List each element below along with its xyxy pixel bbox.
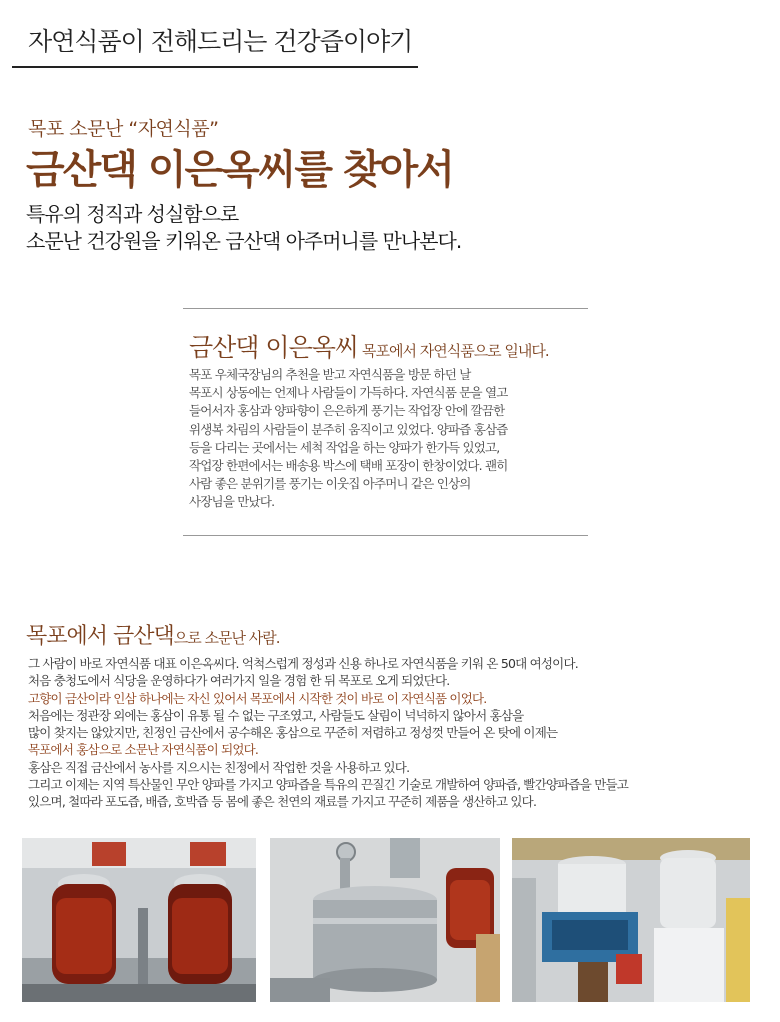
header-divider xyxy=(12,66,418,68)
story-heading xyxy=(26,619,280,650)
profile-body-line: 사람 좋은 분위기를 풍기는 이웃집 아주머니 같은 인상의 xyxy=(189,476,471,492)
story-body-line: 처음 충청도에서 식당을 운영하다가 여러가지 일을 경험 한 뒤 목포로 오게 되었단다. xyxy=(28,673,450,689)
intro-subtitle: 목포 소문난 “자연식품” xyxy=(28,118,219,140)
story-body-line: 그리고 이제는 지역 특산물인 무안 양파를 가지고 양파즙을 특유의 끈질긴 기술로 개발하여 양파즙, 빨간양파즙을 만들고 xyxy=(28,777,629,793)
story-heading-main: 목포에서 금산댁 xyxy=(26,624,174,649)
profile-body-line: 들어서자 홍삼과 양파향이 은은하게 풍기는 작업장 안에 깔끔한 xyxy=(189,403,505,419)
profile-body-line: 위생복 차림의 사람들이 분주히 움직이고 있었다. 양파즙 홍삼즙 xyxy=(189,421,508,437)
profile-body-line: 사장님을 만났다. xyxy=(189,494,275,510)
profile-heading-main: 금산댁 이은옥씨 xyxy=(189,333,358,362)
intro-description xyxy=(26,201,461,255)
photo-steel-extraction-pot xyxy=(270,838,500,1002)
intro-title: 금산댁 이은옥씨를 찾아서 xyxy=(26,147,453,193)
photo-red-ginseng-extractors xyxy=(22,838,256,1002)
photo-extraction-machines xyxy=(512,838,750,1002)
story-body-line: 많이 찾지는 않았지만, 친정인 금산에서 공수해온 홍삼으로 꾸준히 저렴하고 정성껏 만들어 온 탓에 이제는 xyxy=(28,725,558,741)
profile-body-line: 작업장 한편에서는 배송용 박스에 택배 포장이 한창이었다. 괜히 xyxy=(189,458,508,474)
profile-body-line: 목포 우체국장님의 추천을 받고 자연식품을 방문 하던 날 xyxy=(189,367,471,382)
story-body-line: 처음에는 정관장 외에는 홍삼이 유통 될 수 없는 구조였고, 사람들도 살림이 넉넉하지 않아서 홍삼을 xyxy=(28,707,524,723)
intro-desc-line: 특유의 정직과 성실함으로 xyxy=(26,202,239,226)
story-body-line: 있으며, 철따라 포도즙, 배즙, 호박즙 등 몸에 좋은 천연의 재료를 가지고 꾸준히 제품을 생산하고 있다. xyxy=(28,794,537,810)
profile-box-top-rule xyxy=(183,308,588,309)
story-body-line: 고향이 금산이라 인삼 하나에는 자신 있어서 목포에서 시작한 것이 바로 이 자연식품 이었다. xyxy=(28,690,487,706)
story-body-line: 목포에서 홍삼으로 소문난 자연식품이 되었다. xyxy=(28,742,259,758)
intro-desc-line: 소문난 건강원을 키워온 금산댁 아주머니를 만나본다. xyxy=(26,229,462,253)
profile-box-heading xyxy=(189,328,549,364)
story-body xyxy=(28,655,768,811)
page-header-title: 자연식품이 전해드리는 건강즙이야기 xyxy=(28,27,413,56)
profile-heading-sub: 목포에서 자연식품으로 일내다. xyxy=(362,342,549,360)
story-heading-sub: 으로 소문난 사람. xyxy=(173,629,280,647)
story-body-line: 그 사람이 바로 자연식품 대표 이은옥씨다. 억척스럽게 정성과 신용 하나로 자연식품을 키워 온 50대 여성이다. xyxy=(28,656,578,671)
profile-box-bottom-rule xyxy=(183,535,588,536)
story-body-line: 홍삼은 직접 금산에서 농사를 지으시는 친정에서 작업한 것을 사용하고 있다. xyxy=(28,759,410,775)
profile-body-line: 등을 다리는 곳에서는 세척 작업을 하는 양파가 한가득 있었고, xyxy=(189,439,500,455)
profile-box-body xyxy=(189,366,587,512)
profile-body-line: 목포시 상동에는 언제나 사람들이 가득하다. 자연식품 문을 열고 xyxy=(189,385,508,401)
